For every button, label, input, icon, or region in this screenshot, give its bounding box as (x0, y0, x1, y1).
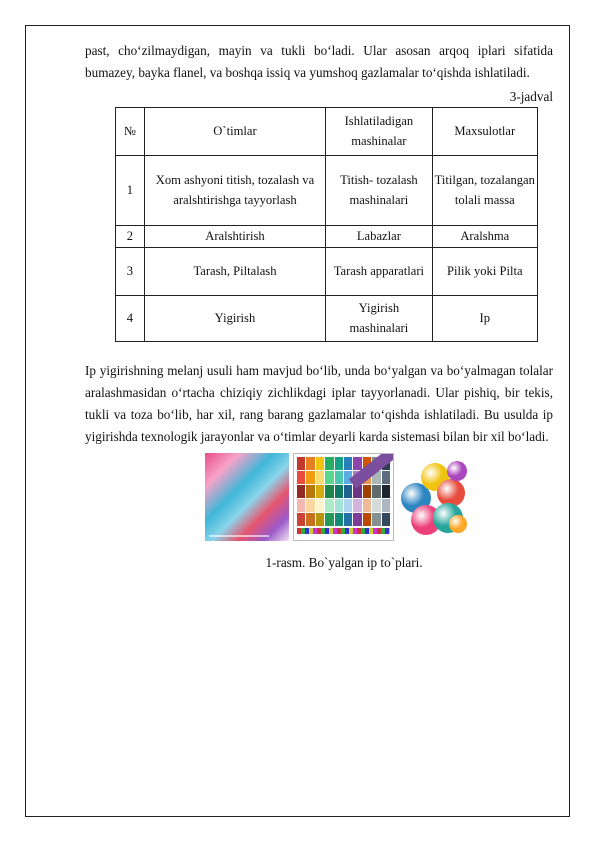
thread-swatch (335, 513, 343, 526)
thread-swatch (306, 471, 314, 484)
thread-swatch (297, 471, 305, 484)
process-table (115, 107, 538, 342)
table-header-row (116, 107, 538, 155)
color-strip (297, 528, 390, 534)
table-header-cell: O`timlar (144, 107, 325, 155)
thread-swatch (353, 499, 361, 512)
thread-swatch (344, 457, 352, 470)
thread-swatch (325, 513, 333, 526)
table-row (116, 247, 538, 295)
table-cell: 2 (116, 225, 145, 247)
yarn-ball (449, 515, 467, 533)
thread-swatch (316, 485, 324, 498)
thread-swatch (306, 485, 314, 498)
thread-swatch (316, 499, 324, 512)
thread-swatch (363, 485, 371, 498)
document-content (85, 40, 553, 573)
thread-swatch (382, 471, 390, 484)
thread-chart-image (293, 453, 394, 541)
yarn-balls-image (399, 453, 467, 541)
table-cell: Tarash apparatlari (326, 247, 432, 295)
thread-highlight-icon (209, 535, 269, 537)
thread-swatch (353, 457, 361, 470)
thread-swatch (325, 457, 333, 470)
figure-yarn-images (85, 453, 553, 545)
thread-swatch (344, 513, 352, 526)
table-row (116, 225, 538, 247)
thread-swatch (316, 513, 324, 526)
table-caption: 3-jadval (509, 88, 553, 104)
table-cell: Yigirish (144, 295, 325, 341)
thread-swatch (372, 485, 380, 498)
table-cell: 3 (116, 247, 145, 295)
table-header-cell: № (116, 107, 145, 155)
main-paragraph: Ip yigirishning melanj usuli ham mavjud bo‘lib, unda bo‘yalgan va bo‘yalmagan tolalar aralashmasidan o‘rtacha chiziqiy zichlikdagi iplar tayyorlanadi. Ular pishiq, bir tekis, tukli va toza bo‘lib, har xil, rang barang gazlamalar to‘qishda ishlatiladi. Bu usulda ip yigirishda texnologik jarayonlar va o‘timlar deyarli karda sistemasi bilan bir xil bo‘ladi. (85, 362, 553, 445)
thread-swatch (297, 499, 305, 512)
thread-swatch (335, 485, 343, 498)
thread-swatch (325, 499, 333, 512)
table-cell: Labazlar (326, 225, 432, 247)
table-cell: Xom ashyoni titish, tozalash va aralshtirishga tayyorlash (144, 155, 325, 225)
table-header-cell: Ishlatiladigan mashinalar (326, 107, 432, 155)
table-row (116, 295, 538, 341)
table-cell: 4 (116, 295, 145, 341)
thread-swatch (335, 471, 343, 484)
thread-swatch (344, 485, 352, 498)
thread-swatch (372, 499, 380, 512)
thread-swatch (325, 485, 333, 498)
thread-swatch (306, 499, 314, 512)
thread-swatch (306, 457, 314, 470)
thread-swatch (316, 457, 324, 470)
thread-swatch (297, 485, 305, 498)
intro-paragraph: past, cho‘zilmaydigan, mayin va tukli bo‘ladi. Ular asosan arqoq iplari sifatida bumazey, bayka flanel, va boshqa issiq va yumshoq gazlamalar to‘qishda ishlatiladi. (85, 43, 553, 81)
thread-swatch (306, 513, 314, 526)
thread-swatch (335, 499, 343, 512)
thread-swatch (382, 485, 390, 498)
thread-swatch (363, 499, 371, 512)
thread-swatch (297, 457, 305, 470)
thread-swatch (297, 513, 305, 526)
thread-swatch (335, 457, 343, 470)
table-header-cell: Maxsulotlar (432, 107, 537, 155)
table-cell: Titish- tozalash mashinalari (326, 155, 432, 225)
yarn-ball (447, 461, 467, 481)
figure-caption: 1-rasm. Bo`yalgan ip to`plari. (265, 554, 423, 570)
thread-swatch (344, 499, 352, 512)
table-cell: Aralshma (432, 225, 537, 247)
thread-swatch (382, 513, 390, 526)
thread-swatch (382, 499, 390, 512)
spacer (85, 342, 553, 360)
table-cell: 1 (116, 155, 145, 225)
table-row (116, 155, 538, 225)
table-cell: Tarash, Piltalash (144, 247, 325, 295)
thread-swatch (363, 513, 371, 526)
table-cell: Ip (432, 295, 537, 341)
table-cell: Yigirish mashinalari (326, 295, 432, 341)
table-cell: Titilgan, tozalangan tolali massa (432, 155, 537, 225)
thread-swatch (316, 471, 324, 484)
thread-swatch (325, 471, 333, 484)
table-cell: Aralshtirish (144, 225, 325, 247)
thread-swatch (372, 513, 380, 526)
thread-swatch (353, 513, 361, 526)
yarn-skeins-image (205, 453, 289, 541)
table-cell: Pilik yoki Pilta (432, 247, 537, 295)
